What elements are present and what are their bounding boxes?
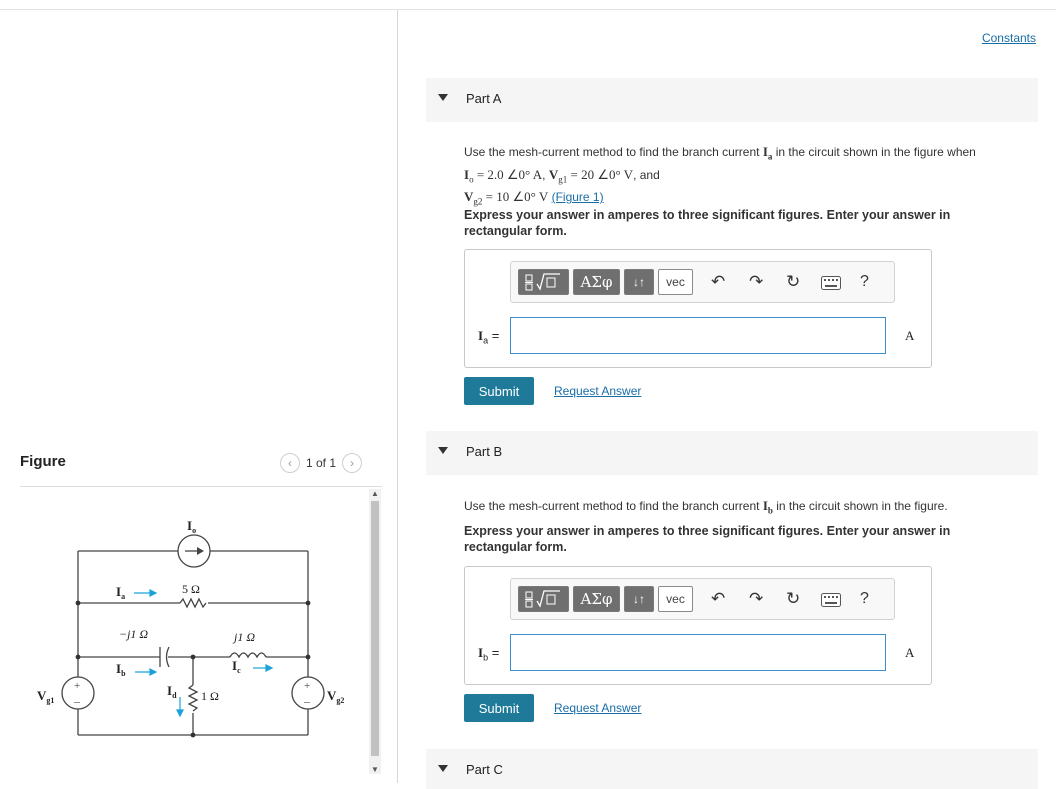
vec-button[interactable]: vec	[658, 586, 693, 612]
pane-divider[interactable]	[397, 10, 398, 783]
answer-label: $I_b$ =	[478, 645, 500, 663]
resistor-1ohm	[189, 685, 197, 711]
figure-rule	[20, 486, 382, 487]
help-button[interactable]: ?	[860, 590, 869, 607]
fraction-sqrt-icon	[524, 589, 564, 609]
vec-button[interactable]: vec	[658, 269, 693, 295]
label-vg1: $V_{g1}$	[37, 688, 55, 705]
id-arrowhead	[177, 710, 183, 716]
ib-arrowhead	[150, 669, 156, 675]
label-cap: −j1 Ω	[119, 627, 149, 641]
redo-icon[interactable]: ↷	[749, 589, 764, 608]
math-toolbar	[510, 261, 895, 303]
node-a	[76, 601, 81, 606]
undo-icon[interactable]: ↶	[711, 272, 726, 291]
submit-button[interactable]: Submit	[464, 694, 534, 722]
next-figure-button[interactable]: ›	[342, 453, 362, 473]
vg1-minus: –	[74, 694, 80, 708]
figure-scrollbar[interactable]	[369, 489, 381, 774]
resistor-5ohm	[180, 599, 206, 607]
answer-input[interactable]	[510, 634, 886, 671]
scroll-down-arrow-icon[interactable]: ▼	[371, 765, 379, 774]
scroll-thumb[interactable]	[371, 501, 379, 756]
prev-figure-button[interactable]: ‹	[280, 453, 300, 473]
template-button[interactable]	[518, 269, 569, 295]
greek-symbols-button[interactable]: ΑΣφ	[573, 269, 620, 295]
part-b-instruction: Express your answer in amperes to three significant figures. Enter your answer in rectangular form.	[464, 524, 951, 554]
answer-input[interactable]	[510, 317, 886, 354]
node-b	[306, 601, 311, 606]
node-f	[191, 733, 196, 738]
keyboard-icon[interactable]	[821, 275, 841, 295]
redo-icon[interactable]: ↷	[749, 272, 764, 291]
template-button[interactable]	[518, 586, 569, 612]
node-e	[306, 655, 311, 660]
figure-1-link[interactable]: (Figure 1)	[551, 190, 604, 205]
request-answer-link[interactable]: Request Answer	[554, 701, 642, 715]
vg2-plus: +	[304, 680, 311, 692]
label-vg2: $V_{g2}$	[327, 688, 345, 705]
ia-arrowhead	[150, 590, 156, 596]
label-ind: j1 Ω	[234, 630, 256, 644]
part-c-header[interactable]	[426, 749, 1038, 789]
label-ia: $I_a$	[116, 584, 126, 601]
arrows-button[interactable]: ↓↑	[624, 269, 654, 295]
part-a-header[interactable]	[426, 78, 1038, 122]
submit-button[interactable]: Submit	[464, 377, 534, 405]
vg1-plus: +	[74, 680, 81, 692]
reset-icon[interactable]: ↻	[786, 589, 801, 608]
keyboard-icon[interactable]	[821, 592, 841, 612]
unit-label: A	[905, 645, 915, 660]
figure-title: Figure	[20, 453, 66, 470]
arrows-button[interactable]: ↓↑	[624, 586, 654, 612]
label-r5: 5 Ω	[182, 582, 200, 596]
part-a-instruction: Express your answer in amperes to three significant figures. Enter your answer in rectangular form.	[464, 208, 951, 238]
part-a-question: Use the mesh-current method to find the branch current $I_a$ in the circuit shown in the figure when $I_o = 2.0$ ∠0° A, $V_{g1} = 20$ ∠0° V, and $V_{g2} = 10$ ∠0° V (Figure 1)	[464, 144, 976, 207]
part-c-label: Part C	[466, 762, 503, 777]
help-button[interactable]: ?	[860, 273, 869, 290]
label-id: $I_d$	[167, 683, 177, 700]
circuit-diagram	[20, 495, 365, 755]
figure-pager-text: 1 of 1	[306, 456, 337, 470]
label-io: $I_o$	[187, 518, 197, 535]
label-ic: $I_c$	[232, 658, 241, 675]
current-source-arrowhead	[197, 547, 204, 555]
part-b-question: Use the mesh-current method to find the branch current $I_b$ in the circuit shown in the figure.	[464, 498, 948, 516]
unit-label: A	[905, 328, 915, 343]
top-rule	[0, 9, 1056, 10]
math-toolbar	[510, 578, 895, 620]
greek-symbols-button[interactable]: ΑΣφ	[573, 586, 620, 612]
part-b-label: Part B	[466, 444, 503, 459]
collapse-caret-icon[interactable]	[438, 94, 448, 101]
vg2-minus: –	[304, 694, 310, 708]
node-d	[191, 655, 196, 660]
part-a-answer-box	[464, 249, 932, 368]
fraction-sqrt-icon	[524, 272, 564, 292]
label-r1: 1 Ω	[201, 689, 219, 703]
scroll-up-arrow-icon[interactable]: ▲	[371, 489, 379, 498]
part-a-label: Part A	[466, 91, 502, 106]
collapse-caret-icon[interactable]	[438, 447, 448, 454]
figure-pager	[280, 453, 362, 473]
part-b-answer-box	[464, 566, 932, 685]
ic-arrowhead	[266, 665, 272, 671]
request-answer-link[interactable]: Request Answer	[554, 384, 642, 398]
inductor	[230, 653, 266, 657]
collapse-caret-icon[interactable]	[438, 765, 448, 772]
constants-link[interactable]: Constants	[981, 31, 1036, 45]
label-ib: $I_b$	[116, 661, 126, 678]
answer-label: $I_a$ =	[478, 328, 500, 346]
undo-icon[interactable]: ↶	[711, 589, 726, 608]
part-b-header[interactable]	[426, 431, 1038, 475]
reset-icon[interactable]: ↻	[786, 272, 801, 291]
node-c	[76, 655, 81, 660]
